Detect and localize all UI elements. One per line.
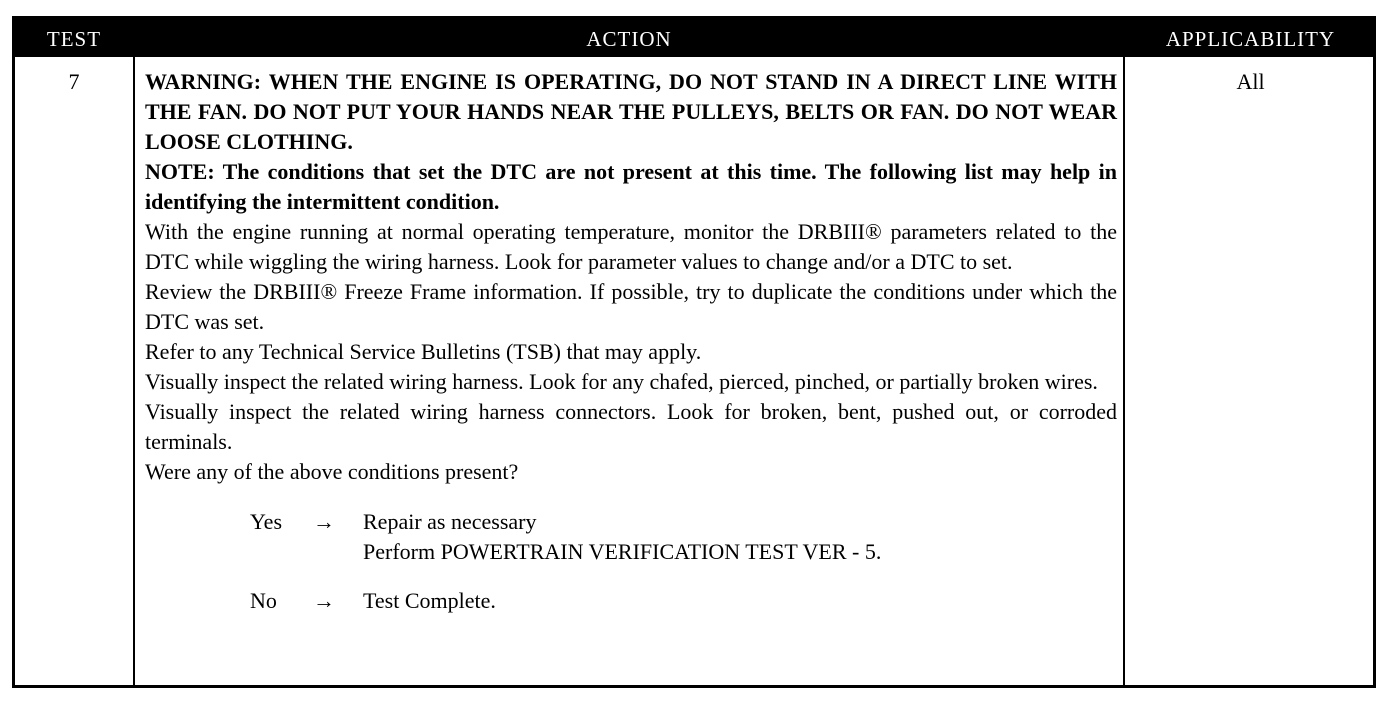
yes-action-line1: Repair as necessary (363, 509, 537, 534)
no-action-line1: Test Complete. (363, 588, 496, 613)
question-text: Were any of the above conditions present? (145, 459, 519, 484)
right-arrow-icon: → (313, 509, 335, 534)
right-arrow-icon: → (313, 588, 335, 613)
step-text: Review the DRBIII® Freeze Frame information. If possible, try to duplicate the conditions under which the DTC was set. (145, 279, 1117, 334)
step-text: Refer to any Technical Service Bulletins (TSB) that may apply. (145, 339, 702, 364)
table-header (15, 19, 1373, 57)
header-test: TEST (46, 27, 102, 51)
warning-text: WARNING: WHEN THE ENGINE IS OPERATING, DO NOT STAND IN A DIRECT LINE WITH THE FAN. DO NOT PUT YOUR HANDS NEAR THE PULLEYS, BELTS OR FAN. DO NOT WEAR LOOSE CLOTHING. (145, 69, 1117, 154)
no-label: No (250, 588, 277, 613)
yes-answer-cont (145, 537, 1117, 567)
column-divider (133, 19, 135, 685)
step-text: Visually inspect the related wiring harness. Look for any chafed, pierced, pinched, or partially broken wires. (145, 369, 1098, 394)
no-answer (145, 586, 1117, 616)
step-text: Visually inspect the related wiring harness connectors. Look for broken, bent, pushed out, or corroded terminals. (145, 399, 1117, 454)
yes-answer (145, 507, 1117, 537)
test-number: 7 (68, 69, 80, 94)
header-action: ACTION (586, 27, 672, 51)
applicability-value: All (1236, 69, 1265, 94)
procedure-table (12, 16, 1376, 688)
action-cell (145, 67, 1117, 616)
header-applicability: APPLICABILITY (1165, 27, 1336, 51)
yes-label: Yes (250, 509, 283, 534)
yes-action-line2: Perform POWERTRAIN VERIFICATION TEST VER - 5. (363, 539, 882, 564)
note-text: NOTE: The conditions that set the DTC are not present at this time. The following list may help in identifying the intermittent condition. (145, 159, 1117, 214)
column-divider (1123, 19, 1125, 685)
step-text: With the engine running at normal operating temperature, monitor the DRBIII® parameters related to the DTC while wiggling the wiring harness. Look for parameter values to change and/or a DTC to set. (145, 219, 1117, 274)
